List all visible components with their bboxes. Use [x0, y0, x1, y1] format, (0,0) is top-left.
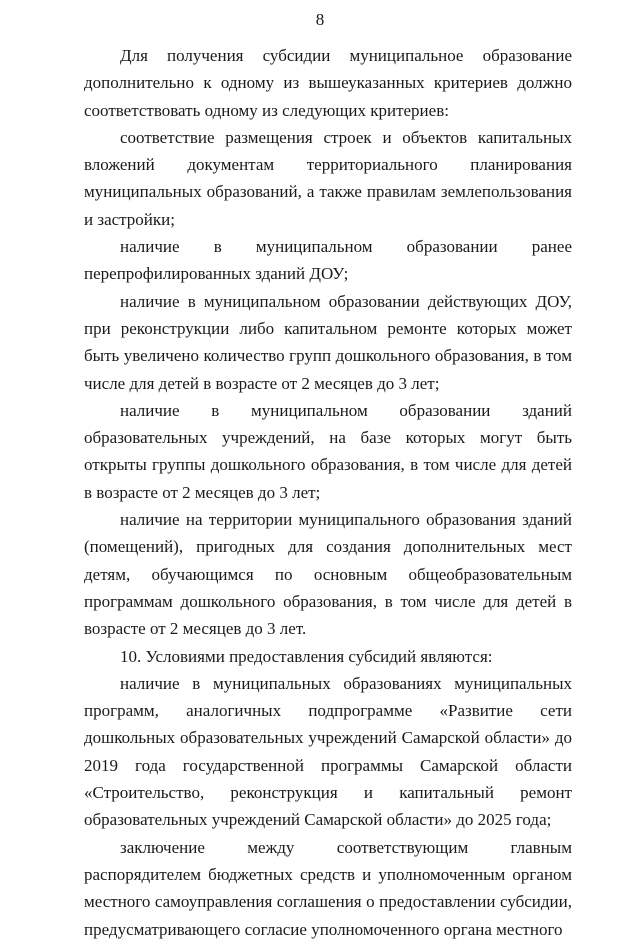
paragraph-subsidy-criteria-intro: Для получения субсидии муниципальное образование дополнительно к одному из вышеуказанных критериев должно соответствовать одному из следующих критериев: — [84, 46, 572, 120]
paragraph-condition-municipal-programs: наличие в муниципальных образованиях муниципальных программ, аналогичных подпрограмме «Развитие сети дошкольных образовательных учреждений Самарской области» до 2019 года государственной программы Самарской области «Строительство, реконструкция и капитальный ремонт образовательных учреждений Самарской области» до 2025 года; — [84, 673, 572, 830]
paragraph-section-10-heading: 10. Условиями предоставления субсидий являются: — [120, 646, 493, 666]
paragraph-criterion-educational-buildings: наличие в муниципальном образовании зданий образовательных учреждений, на базе которых могут быть открыты группы дошкольного образования, в том числе для детей в возрасте от 2 месяцев до 3 лет; — [84, 400, 572, 502]
paragraph-criterion-planning: соответствие размещения строек и объектов капитальных вложений документам территориального планирования муниципальных образований, а также правилам землепользования и застройки; — [84, 127, 572, 229]
document-body — [84, 42, 572, 943]
page-number: 8 — [315, 10, 325, 29]
paragraph-condition-agreement: заключение между соответствующим главным распорядителем бюджетных средств и уполномоченным органом местного самоуправления соглашения о предоставлении субсидии, предусматривающего согласие уполномоченного органа местного — [84, 837, 572, 939]
paragraph-criterion-reprofiled-buildings: наличие в муниципальном образовании ранее перепрофилированных зданий ДОУ; — [84, 237, 572, 284]
paragraph-criterion-existing-dou: наличие в муниципальном образовании действующих ДОУ, при реконструкции либо капитальном ремонте которых может быть увеличено количество групп дошкольного образования, в том числе для детей в возрасте от 2 месяцев до 3 лет; — [84, 291, 572, 393]
paragraph-criterion-premises: наличие на территории муниципального образования зданий (помещений), пригодных для создания дополнительных мест детям, обучающимся по основным общеобразовательным программам дошкольного образования, в том числе для детей в возрасте от 2 месяцев до 3 лет. — [84, 510, 572, 639]
